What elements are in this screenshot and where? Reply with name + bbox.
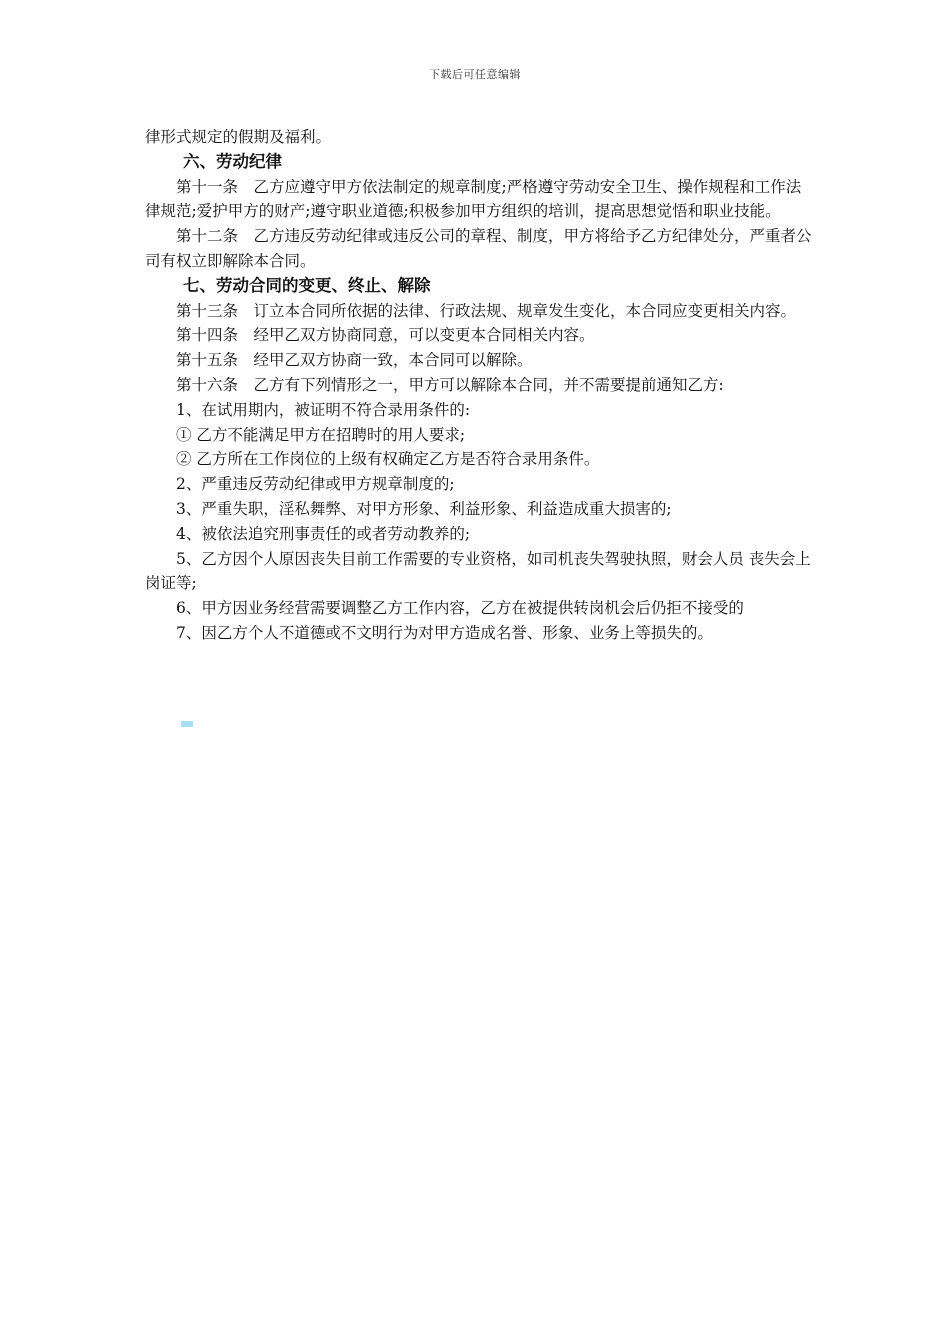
article-12: 第十二条 乙方违反劳动纪律或违反公司的章程、制度，甲方将给予乙方纪律处分，严重者公司有权立即解除本合同。 [145, 227, 812, 270]
text-cursor-marker [181, 721, 193, 727]
article-16: 第十六条 乙方有下列情形之一，甲方可以解除本合同，并不需要提前通知乙方: [176, 375, 724, 394]
lead-paragraph: 律形式规定的假期及福利。 [145, 128, 332, 146]
list-item: 7、因乙方个人不道德或不文明行为对甲方造成名誉、形象、业务上等损失的。 [176, 623, 713, 642]
section-heading-contract-changes: 七、劳动合同的变更、终止、解除 [182, 275, 431, 295]
document-body [145, 125, 813, 646]
list-item: 2、严重违反劳动纪律或甲方规章制度的; [176, 475, 455, 494]
article-11: 第十一条 乙方应遵守甲方依法制定的规章制度;严格遵守劳动安全卫生、操作规程和工作法律规范;爱护甲方的财产;遵守职业道德;积极参加甲方组织的培训，提高思想觉悟和职业技能。 [145, 177, 802, 221]
section-heading-discipline: 六、劳动纪律 [182, 151, 282, 171]
article-15: 第十五条 经甲乙双方协商一致，本合同可以解除。 [176, 351, 533, 370]
list-item: ② 乙方所在工作岗位的上级有权确定乙方是否符合录用条件。 [176, 450, 600, 469]
article-13: 第十三条 订立本合同所依据的法律、行政法规、规章发生变化，本合同应变更相关内容。 [176, 301, 797, 320]
list-item: 4、被依法追究刑事责任的或者劳动教养的; [176, 524, 471, 543]
list-item: 6、甲方因业务经营需要调整乙方工作内容，乙方在被提供转岗机会后仍拒不接受的 [176, 599, 744, 618]
list-item: 1、在试用期内，被证明不符合录用条件的: [176, 400, 471, 419]
page-header: 下载后可任意编辑 [429, 68, 521, 81]
list-item: ① 乙方不能满足甲方在招聘时的用人要求; [176, 425, 466, 444]
list-item: 5、乙方因个人原因丧失目前工作需要的专业资格，如司机丧失驾驶执照，财会人员 丧失会上岗证等; [145, 549, 811, 593]
list-item: 3、严重失职，淫私舞弊、对甲方形象、利益形象、利益造成重大损害的; [176, 499, 672, 518]
article-14: 第十四条 经甲乙双方协商同意，可以变更本合同相关内容。 [176, 326, 595, 345]
